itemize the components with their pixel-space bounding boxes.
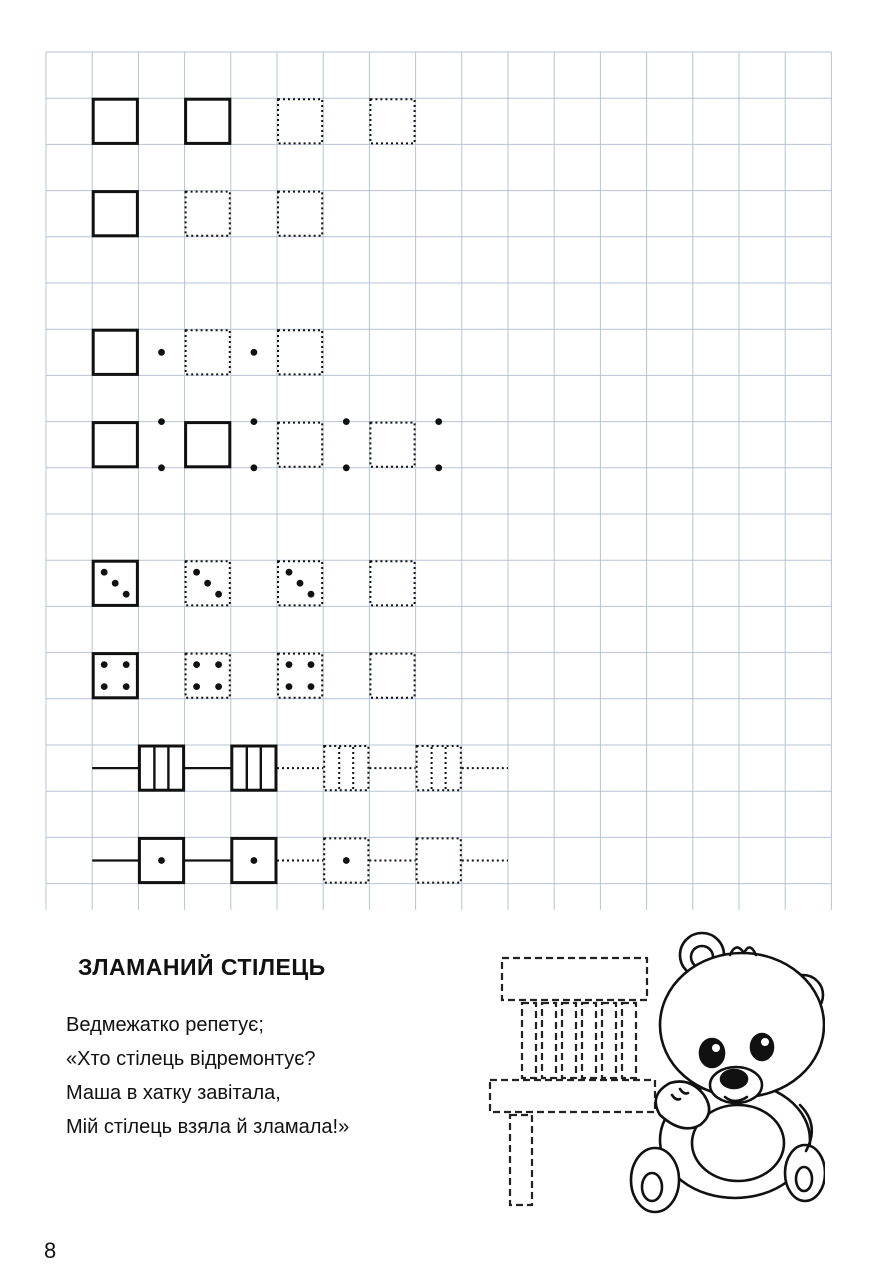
dot: [158, 349, 165, 356]
exercise-rows: [92, 99, 508, 882]
solid-square: [93, 654, 137, 698]
dot: [193, 661, 200, 668]
dot: [308, 683, 315, 690]
dotted-square: [278, 423, 322, 467]
dot: [435, 418, 442, 425]
dot: [193, 683, 200, 690]
dot: [193, 569, 200, 576]
poem-line: Маша в хатку завітала,: [66, 1082, 281, 1104]
dotted-square: [278, 654, 322, 698]
dot: [112, 580, 119, 587]
dot: [158, 418, 165, 425]
dot: [343, 464, 350, 471]
dotted-square: [370, 99, 414, 143]
dotted-square: [370, 423, 414, 467]
solid-square: [93, 192, 137, 236]
dot: [343, 418, 350, 425]
illustration: [480, 925, 825, 1220]
dot: [286, 683, 293, 690]
dot: [251, 857, 258, 864]
solid-square: [139, 746, 183, 790]
dot: [251, 349, 258, 356]
poem-title: ЗЛАМАНИЙ СТІЛЕЦЬ: [78, 954, 326, 980]
dotted-square: [278, 99, 322, 143]
dot: [123, 661, 130, 668]
dot: [308, 661, 315, 668]
dot: [101, 683, 108, 690]
page-number: 8: [44, 1238, 57, 1263]
dot: [286, 661, 293, 668]
dot: [215, 591, 222, 598]
dot: [204, 580, 211, 587]
solid-square: [93, 99, 137, 143]
poem: [66, 1008, 349, 1144]
dot: [251, 418, 258, 425]
dot: [158, 464, 165, 471]
dot: [286, 569, 293, 576]
dot: [308, 591, 315, 598]
dotted-square: [278, 330, 322, 374]
dotted-square: [370, 654, 414, 698]
dot: [297, 580, 304, 587]
dotted-square: [186, 192, 230, 236]
broken-chair-icon: [490, 958, 655, 1205]
dot: [158, 857, 165, 864]
dot: [215, 683, 222, 690]
dotted-square: [370, 561, 414, 605]
solid-square: [93, 423, 137, 467]
dot: [101, 569, 108, 576]
poem-line: Мій стілець взяла й зламала!»: [66, 1116, 350, 1138]
dot: [251, 464, 258, 471]
poem-line: «Хто стілець відремонтує?: [66, 1048, 316, 1070]
dot: [215, 661, 222, 668]
dot: [123, 683, 130, 690]
dot: [101, 661, 108, 668]
dot: [123, 591, 130, 598]
dotted-square: [278, 192, 322, 236]
dotted-square: [417, 746, 461, 790]
dotted-square: [324, 746, 368, 790]
solid-square: [186, 99, 230, 143]
dotted-square: [186, 330, 230, 374]
solid-square: [93, 330, 137, 374]
solid-square: [186, 423, 230, 467]
poem-line: Ведмежатко репетує;: [66, 1014, 264, 1036]
dot: [435, 464, 442, 471]
dotted-square: [186, 654, 230, 698]
solid-square: [232, 746, 276, 790]
dot: [343, 857, 350, 864]
grid-lines: [46, 52, 831, 910]
dotted-square: [417, 838, 461, 882]
teddy-bear-icon: [631, 933, 825, 1212]
